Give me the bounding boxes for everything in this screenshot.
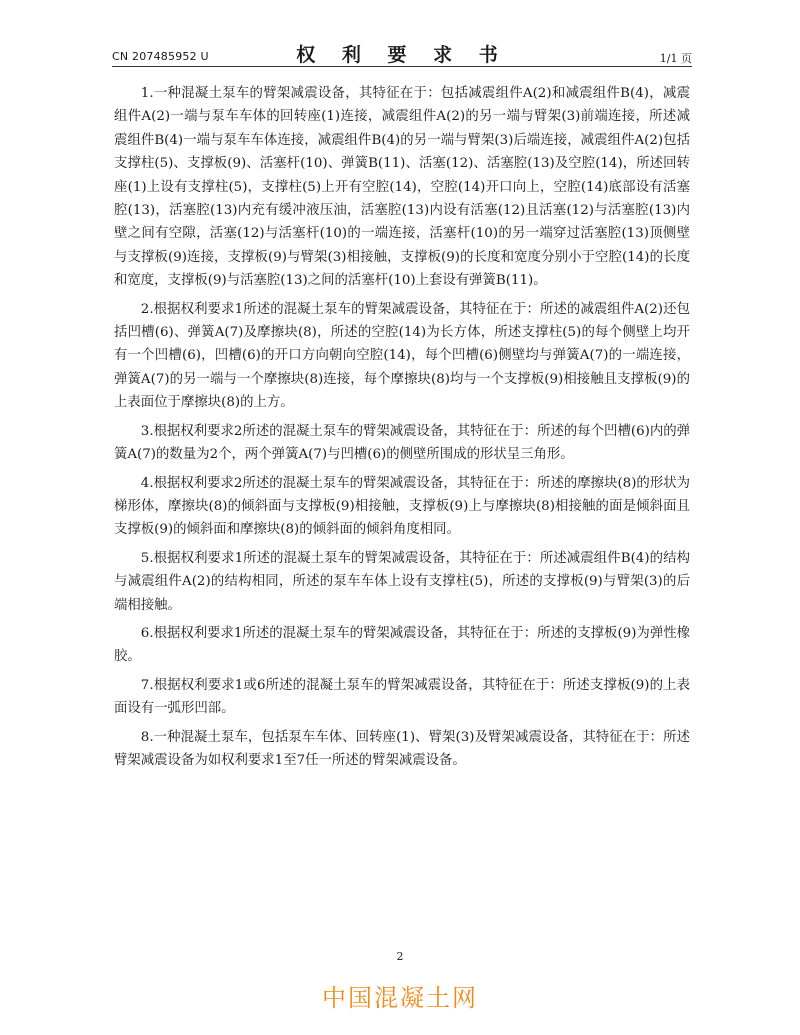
claim-7: 7.根据权利要求1或6所述的混凝土泵车的臂架减震设备，其特征在于：所述支撑板(9)的上表面设有一弧形凹部。 (114, 677, 690, 717)
page-count: 1/1 页 (659, 52, 692, 65)
claim-1: 1.一种混凝土泵车的臂架减震设备，其特征在于：包括减震组件A(2)和减震组件B(4)，减震组件A(2)一端与泵车车体的回转座(1)连接，减震组件A(2)的另一端与臂架(3)前端连接，所述减震组件B(4)一端与泵车车体连接，减震组件B(4)的另一端与臂架(3)后端连接，减震组件A(2)包括支撑柱(5)、支撑板(9)、活塞杆(10)、弹簧B(11)、活塞(12)、活塞腔(13)及空腔(14)，所述回转座(1)上设有支撑柱(5)，支撑柱(5)上开有空腔(14)，空腔(14)开口向上，空腔(14)底部设有活塞腔(13)，活塞腔(13)内充有缓冲液压油，活塞腔(13)内设有活塞(12)且活塞(12)与活塞腔(13)内壁之间有空隙，活塞(12)与活塞杆(10)的一端连接，活塞杆(10)的另一端穿过活塞腔(13)顶侧壁与支撑板(9)连接，支撑板(9)与臂架(3)相接触，支撑板(9)的长度和宽度分别小于空腔(14)的长度和宽度，支撑板(9)与活塞腔(13)之间的活塞杆(10)上套设有弹簧B(11)。 (114, 86, 690, 289)
site-watermark: 中国混凝土网 (322, 984, 478, 1012)
claim-2: 2.根据权利要求1所述的混凝土泵车的臂架减震设备，其特征在于：所述的减震组件A(2)还包括凹槽(6)、弹簧A(7)及摩擦块(8)，所述的空腔(14)为长方体，所述支撑柱(5)的每个侧壁上均开有一个凹槽(6)，凹槽(6)的开口方向朝向空腔(14)，每个凹槽(6)侧壁均与弹簧A(7)的一端连接，弹簧A(7)的另一端与一个摩擦块(8)连接，每个摩擦块(8)均与一个支撑板(9)相接触且支撑板(9)的上表面位于摩擦块(8)的上方。 (114, 301, 690, 411)
claim-8: 8.一种混凝土泵车，包括泵车车体、回转座(1)、臂架(3)及臂架减震设备，其特征在于：所述臂架减震设备为如权利要求1至7任一所述的臂架减震设备。 (114, 729, 690, 768)
publication-number: CN 207485952 U (112, 50, 209, 63)
claims-body (114, 82, 690, 777)
claim-4: 4.根据权利要求2所述的混凝土泵车的臂架减震设备，其特征在于：所述的摩擦块(8)的形状为梯形体，摩擦块(8)的倾斜面与支撑板(9)相接触，支撑板(9)上与摩擦块(8)相接触的面是倾斜面且支撑板(9)的倾斜面和摩擦块(8)的倾斜面的倾斜角度相同。 (114, 475, 690, 538)
header-divider (112, 66, 692, 67)
claim-5: 5.根据权利要求1所述的混凝土泵车的臂架减震设备，其特征在于：所述减震组件B(4)的结构与减震组件A(2)的结构相同，所述的泵车车体上设有支撑柱(5)，所述的支撑板(9)与臂架(3)的后端相接触。 (114, 550, 690, 613)
claim-3: 3.根据权利要求2所述的混凝土泵车的臂架减震设备，其特征在于：所述的每个凹槽(6)内的弹簧A(7)的数量为2个，两个弹簧A(7)与凹槽(6)的侧壁所围成的形状呈三角形。 (114, 423, 690, 463)
claim-6: 6.根据权利要求1所述的混凝土泵车的臂架减震设备，其特征在于：所述的支撑板(9)为弹性橡胶。 (114, 625, 690, 665)
page-header (112, 40, 692, 64)
page-number: 2 (396, 950, 404, 963)
document-title: 权 利 要 求 书 (296, 44, 508, 66)
